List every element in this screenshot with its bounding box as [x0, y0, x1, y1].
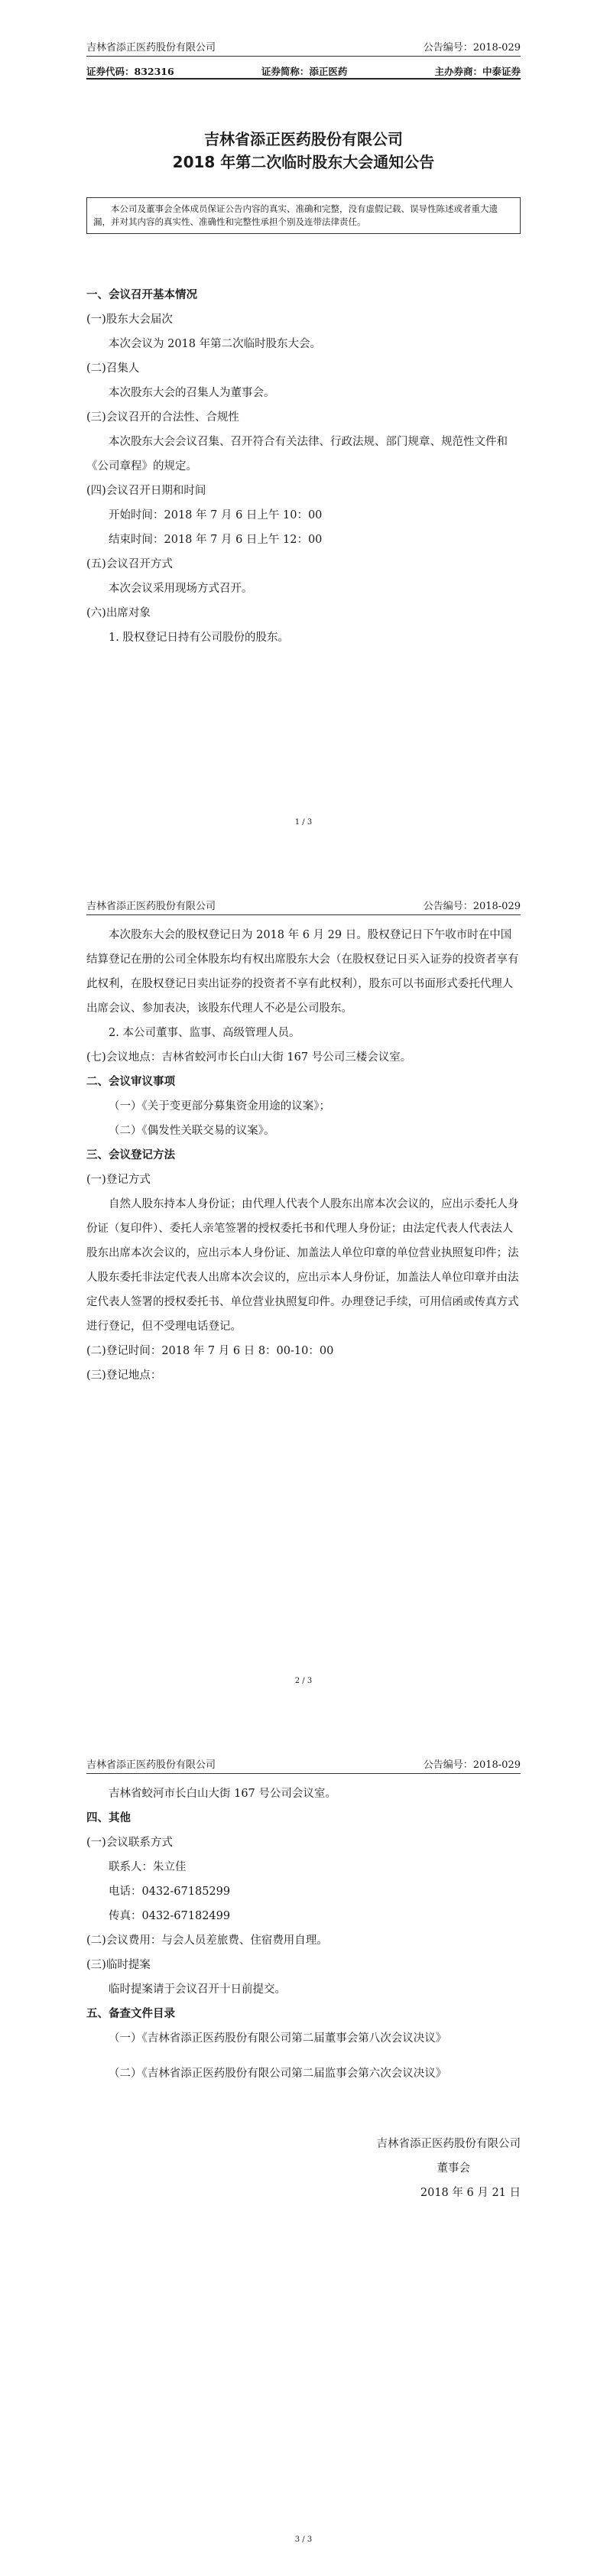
page-header — [86, 1760, 521, 1774]
page-3-body — [86, 1782, 521, 2205]
paragraph: 1. 股权登记日持有公司股份的股东。 — [109, 632, 289, 644]
page-header — [86, 901, 521, 915]
paragraph: 本次会议为 2018 年第二次临时股东大会。 — [109, 338, 322, 350]
signature-board: 董事会 — [437, 2162, 470, 2175]
page-2 — [0, 859, 607, 1717]
signature-company: 吉林省添正医药股份有限公司 — [376, 2138, 521, 2150]
agenda-item: （二）《偶发性关联交易的议案》。 — [109, 1125, 275, 1137]
security-abbr: 证券简称：添正医药 — [261, 66, 348, 77]
registration-address: 吉林省蛟河市长白山大街 167 号公司会议室。 — [109, 1788, 336, 1800]
end-time: 结束时间：2018 年 7 月 6 日上午 12：00 — [109, 534, 323, 546]
page-1 — [0, 0, 607, 859]
reference-document: （二）《吉林省添正医药股份有限公司第二届监事会第六次会议决议》 — [109, 2068, 447, 2080]
subsection-heading: (五)会议召开方式 — [86, 558, 173, 570]
paragraph: 本次会议采用现场方式召开。 — [109, 583, 253, 595]
subsection-heading: (二)会议费用：与会人员差旅费、住宿费用自理。 — [86, 1934, 328, 1947]
section-heading: 四、其他 — [86, 1812, 131, 1824]
contact-person: 联系人：朱立佳 — [109, 1861, 187, 1873]
section-heading: 三、会议登记方法 — [86, 1149, 175, 1161]
disclaimer-box: 本公司及董事会全体成员保证公告内容的真实、准确和完整，没有虚假记载、误导性陈述或者重大遗漏，并对其内容的真实性、准确性和完整性承担个别及连带法律责任。 — [86, 197, 521, 234]
contact-phone: 电话：0432-67185299 — [109, 1886, 231, 1898]
agenda-item: （一）《关于变更部分募集资金用途的议案》； — [109, 1100, 330, 1113]
title-line-1: 吉林省添正医药股份有限公司 — [204, 130, 403, 148]
subsection-heading: (二)登记时间：2018 年 7 月 6 日 8：00-10：00 — [86, 1345, 334, 1357]
page-header — [86, 43, 521, 57]
section-heading: 二、会议审议事项 — [86, 1076, 175, 1088]
header-company: 吉林省添正医药股份有限公司 — [86, 42, 216, 54]
reference-document: （一）《吉林省添正医药股份有限公司第二届董事会第八次会议决议》 — [109, 2032, 447, 2045]
section-heading: 一、会议召开基本情况 — [86, 289, 197, 301]
security-code: 证券代码：832316 — [86, 66, 174, 77]
page-number: 2 / 3 — [294, 1677, 313, 1685]
paragraph: 自然人股东持本人身份证；由代理人代表个人股东出席本次会议的，应出示委托人身份证（复印件）、委托人亲笔签署的授权委托书和代理人身份证；由法定代表人代表法人股东出席本次会议的，应出示本人身份证、加盖法人单位印章的单位营业执照复印件；法人股东委托非法定代表人出席本次会议的，应出示本人身份证，加盖法人单位印章并由法定代表人签署的授权委托书、单位营业执照复印件。办理登记手续，可用信函或传真方式进行登记，但不受理电话登记。 — [86, 1198, 519, 1333]
section-heading: 五、备查文件目录 — [86, 2008, 175, 2020]
page-1-body — [86, 283, 521, 650]
contact-fax: 传真：0432-67182499 — [109, 1910, 231, 1922]
subsection-heading: (一)会议联系方式 — [86, 1837, 173, 1849]
title-line-2: 2018 年第二次临时股东大会通知公告 — [172, 153, 435, 171]
subsection-heading: (三)临时提案 — [86, 1959, 151, 1971]
subsection-heading: (三)会议召开的合法性、合规性 — [86, 411, 239, 424]
paragraph: 本次股东大会会议召集、召开符合有关法律、行政法规、部门规章、规范性文件和《公司章程》的规定。 — [86, 436, 508, 473]
paragraph: 本次股东大会的股权登记日为 2018 年 6 月 29 日。股权登记日下午收市时在中国结算登记在册的公司全体股东均有权出席股东大会（在股权登记日买入证券的投资者享有此权利，在股权登记日卖出证券的投资者不享有此权利），股东可以书面形式委托代理人出席会议、参加表决，该股东代理人不必是公司股东。 — [86, 929, 519, 1015]
subsection-heading: (六)出席对象 — [86, 607, 151, 619]
meeting-location: (七)会议地点：吉林省蛟河市长白山大街 167 号公司三楼会议室。 — [86, 1051, 412, 1064]
subsection-heading: (一)登记方式 — [86, 1174, 151, 1186]
subsection-heading: (四)会议召开日期和时间 — [86, 485, 206, 497]
subsection-heading: (一)股东大会届次 — [86, 313, 173, 326]
paragraph: 本次股东大会的召集人为董事会。 — [109, 387, 275, 399]
spacer — [86, 2086, 521, 2132]
header-notice-no: 公告编号：2018-029 — [423, 901, 521, 912]
page-number: 3 / 3 — [294, 2535, 313, 2544]
page-number: 1 / 3 — [294, 818, 313, 827]
signature-date: 2018 年 6 月 21 日 — [420, 2187, 521, 2199]
subsection-heading: (三)登记地点： — [86, 1369, 162, 1382]
header-company: 吉林省添正医药股份有限公司 — [86, 1759, 216, 1771]
paragraph: 临时提案请于会议召开十日前提交。 — [109, 1983, 286, 1996]
start-time: 开始时间：2018 年 7 月 6 日上午 10：00 — [109, 509, 323, 521]
header-notice-no: 公告编号：2018-029 — [423, 1759, 521, 1771]
broker: 主办券商：中泰证券 — [434, 66, 521, 77]
header-notice-no: 公告编号：2018-029 — [423, 42, 521, 54]
header-company: 吉林省添正医药股份有限公司 — [86, 901, 216, 912]
page-3 — [0, 1717, 607, 2576]
subsection-heading: (二)召集人 — [86, 362, 140, 375]
paragraph: 2. 本公司董事、监事、高级管理人员。 — [109, 1027, 300, 1039]
security-codes — [86, 64, 521, 80]
page-2-body — [86, 923, 521, 1388]
